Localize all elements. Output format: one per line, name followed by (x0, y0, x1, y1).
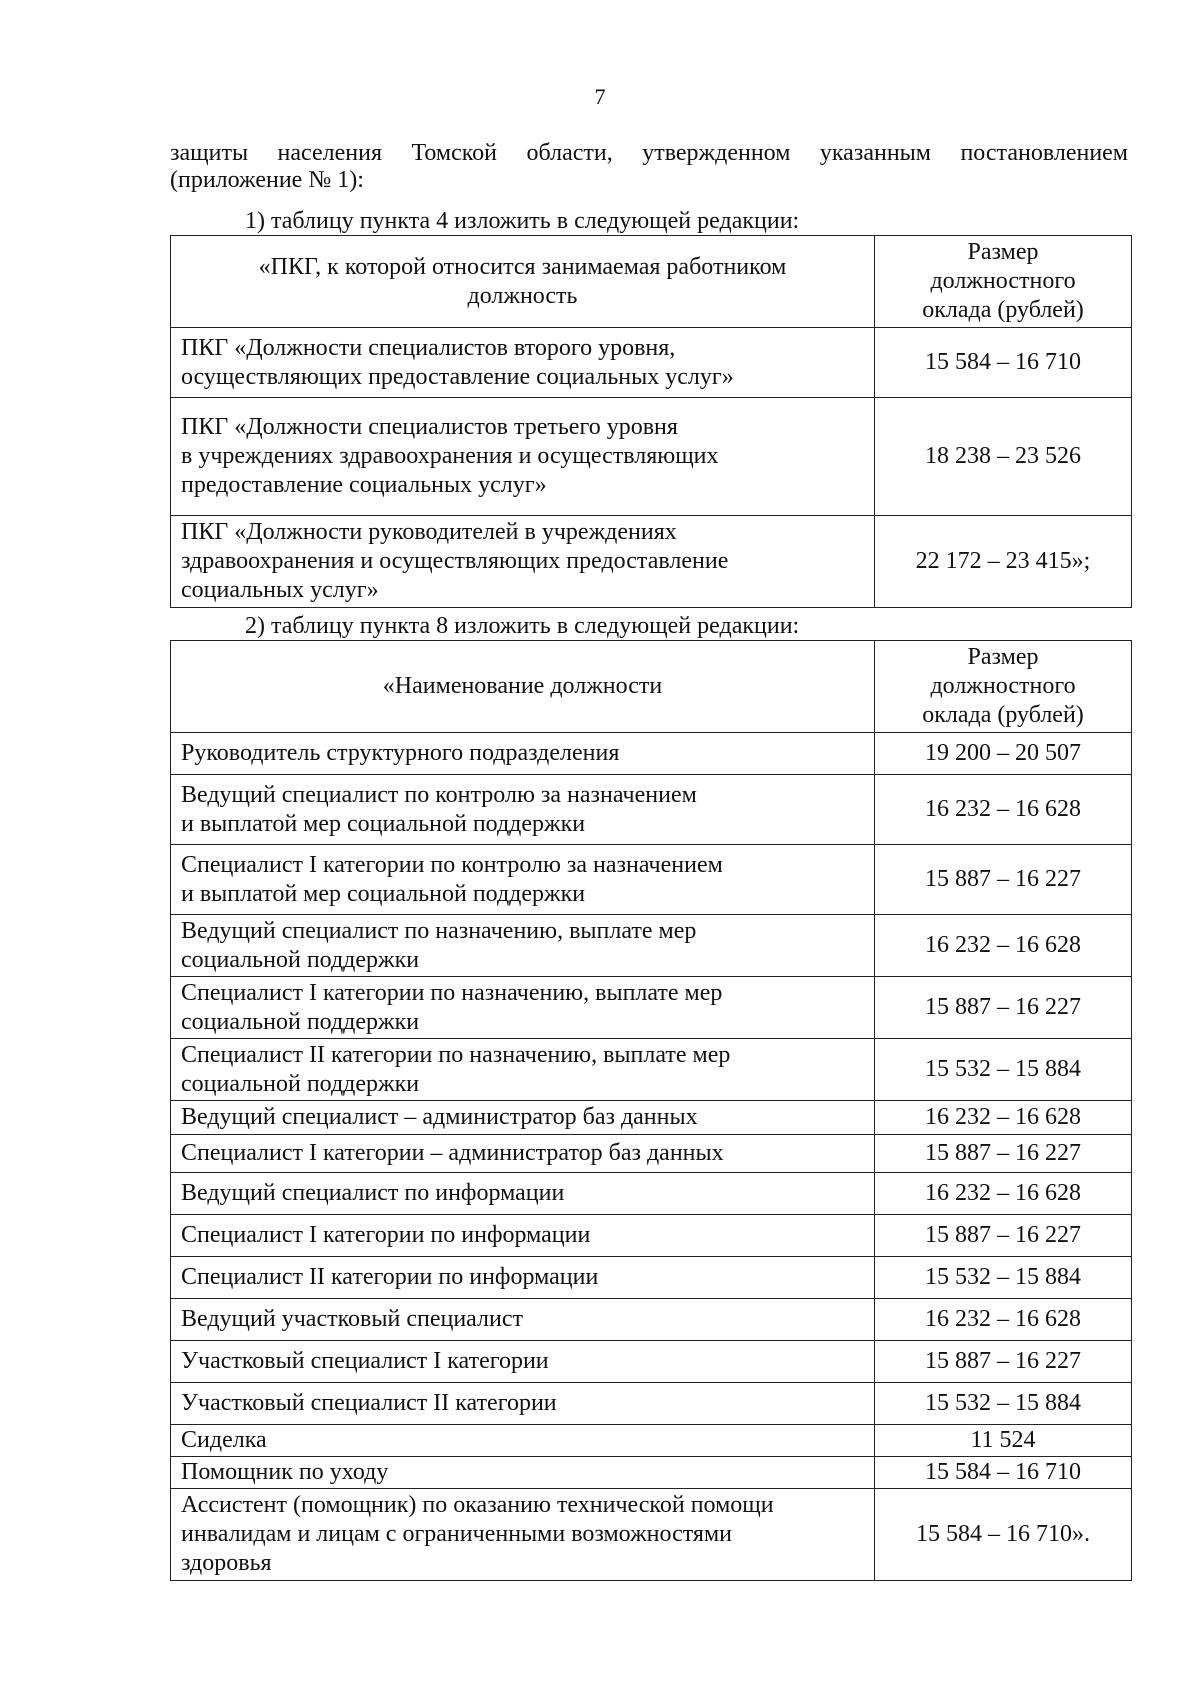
position-name-cell (171, 398, 875, 516)
salary-value-cell: 15 584 – 16 710 (875, 328, 1132, 398)
cell-line: Руководитель структурного подразделения (181, 740, 620, 766)
salary-value-cell: 15 887 – 16 227 (875, 1341, 1132, 1383)
intro-line-2: (приложение № 1): (170, 167, 364, 193)
cell-line: оклада (рублей) (922, 702, 1084, 728)
table-row (171, 1457, 1132, 1489)
cell-line: социальной поддержки (181, 1008, 420, 1035)
position-name-cell (171, 516, 875, 608)
cell-line: ПКГ «Должности специалистов третьего уровня (181, 414, 678, 440)
table-2-position-salaries (170, 640, 1132, 1581)
table-row (171, 1299, 1132, 1341)
cell-line: социальных услуг» (181, 577, 379, 603)
table-row (171, 845, 1132, 915)
position-name-cell (171, 1341, 875, 1383)
salary-value-cell: 15 887 – 16 227 (875, 977, 1132, 1039)
salary-value-cell: 16 232 – 16 628 (875, 1299, 1132, 1341)
position-name-cell (171, 1135, 875, 1173)
table-1-pkg-salaries (170, 235, 1132, 608)
table-row (171, 328, 1132, 398)
cell-line: Специалист II категории по назначению, выплате мер (181, 1041, 731, 1068)
table-row (171, 1257, 1132, 1299)
cell-line: Сиделка (181, 1427, 267, 1453)
intro-line-1: защиты населения Томской области, утвержденном указанным постановлением (170, 140, 1128, 166)
cell-line: Ведущий специалист – администратор баз данных (181, 1104, 698, 1130)
intro-paragraph (170, 140, 1128, 194)
cell-line: ПКГ «Должности руководителей в учреждениях (181, 519, 677, 545)
position-name-cell (171, 1457, 875, 1489)
item-1-label: 1) таблицу пункта 4 изложить в следующей редакции: (245, 208, 800, 234)
cell-line: должностного (930, 268, 1076, 294)
cell-line: здравоохранения и осуществляющих предоставление (181, 548, 729, 574)
table-row (171, 516, 1132, 608)
salary-value-cell: 16 232 – 16 628 (875, 775, 1132, 845)
cell-line: социальной поддержки (181, 946, 420, 973)
position-name-cell (171, 1215, 875, 1257)
header-cell-salary (875, 236, 1132, 328)
salary-value-cell: 11 524 (875, 1425, 1132, 1457)
cell-line: Ассистент (помощник) по оказанию технической помощи (181, 1492, 774, 1518)
cell-line: оклада (рублей) (922, 297, 1084, 323)
position-name-cell (171, 328, 875, 398)
cell-line: Специалист I категории по назначению, выплате мер (181, 979, 723, 1006)
cell-line: Ведущий участковый специалист (181, 1306, 523, 1332)
cell-line: и выплатой мер социальной поддержки (181, 880, 586, 907)
table-row (171, 1341, 1132, 1383)
table-row (171, 1425, 1132, 1457)
cell-line: и выплатой мер социальной поддержки (181, 810, 586, 837)
salary-value-cell: 15 584 – 16 710 (875, 1457, 1132, 1489)
cell-line: Специалист II категории по информации (181, 1264, 599, 1290)
position-name-cell (171, 1425, 875, 1457)
position-name-cell (171, 1489, 875, 1581)
header-name-text: «ПКГ, к которой относится занимаемая работником должность (258, 253, 787, 309)
header-cell-name (171, 236, 875, 328)
table-row (171, 398, 1132, 516)
table-row (171, 1135, 1132, 1173)
position-name-cell (171, 915, 875, 977)
table-row (171, 733, 1132, 775)
position-name-cell (171, 1257, 875, 1299)
position-name-cell (171, 845, 875, 915)
position-name-cell (171, 1101, 875, 1135)
table-row (171, 1173, 1132, 1215)
salary-value-cell: 16 232 – 16 628 (875, 1101, 1132, 1135)
position-name-cell (171, 1039, 875, 1101)
table-row (171, 1101, 1132, 1135)
cell-line: Размер (967, 239, 1039, 265)
page-number: 7 (594, 84, 606, 109)
cell-line: Специалист I категории – администратор баз данных (181, 1140, 724, 1166)
table-row (171, 1215, 1132, 1257)
cell-line: Участковый специалист I категории (181, 1348, 549, 1374)
table-row (171, 1489, 1132, 1581)
salary-value-cell: 18 238 – 23 526 (875, 398, 1132, 516)
header-cell-salary (875, 641, 1132, 733)
cell-line: Специалист I категории по контролю за назначением (181, 851, 723, 878)
salary-value-cell: 16 232 – 16 628 (875, 1173, 1132, 1215)
cell-line: ПКГ «Должности специалистов второго уровня, (181, 334, 676, 361)
position-name-cell (171, 1383, 875, 1425)
cell-line: в учреждениях здравоохранения и осуществляющих (181, 443, 719, 469)
cell-line: здоровья (181, 1550, 272, 1576)
cell-line: Помощник по уходу (181, 1459, 389, 1485)
table-header-row (171, 641, 1132, 733)
salary-value-cell: 16 232 – 16 628 (875, 915, 1132, 977)
salary-value-cell: 15 887 – 16 227 (875, 1135, 1132, 1173)
cell-line: Ведущий специалист по назначению, выплате мер (181, 917, 697, 944)
position-name-cell (171, 1299, 875, 1341)
cell-line: Специалист I категории по информации (181, 1222, 591, 1248)
cell-line: социальной поддержки (181, 1070, 420, 1097)
cell-line: инвалидам и лицам с ограниченными возможностями (181, 1521, 733, 1547)
position-name-cell (171, 977, 875, 1039)
cell-line: Ведущий специалист по информации (181, 1180, 565, 1206)
table-row (171, 775, 1132, 845)
cell-line: Размер (967, 644, 1039, 670)
item-2-label: 2) таблицу пункта 8 изложить в следующей редакции: (245, 613, 800, 639)
table-row (171, 977, 1132, 1039)
salary-value-cell: 15 532 – 15 884 (875, 1257, 1132, 1299)
header-cell-name (171, 641, 875, 733)
salary-value-cell: 15 584 – 16 710». (875, 1489, 1132, 1581)
salary-value-cell: 22 172 – 23 415»; (875, 516, 1132, 608)
position-name-cell (171, 775, 875, 845)
table-row (171, 1039, 1132, 1101)
position-name-cell (171, 1173, 875, 1215)
cell-line: предоставление социальных услуг» (181, 472, 547, 498)
table-row (171, 1383, 1132, 1425)
cell-line: должностного (930, 673, 1076, 699)
position-name-cell (171, 733, 875, 775)
cell-line: Ведущий специалист по контролю за назначением (181, 781, 697, 808)
cell-line: осуществляющих предоставление социальных услуг» (181, 363, 734, 390)
salary-value-cell: 15 532 – 15 884 (875, 1383, 1132, 1425)
salary-value-cell: 15 887 – 16 227 (875, 1215, 1132, 1257)
salary-value-cell: 15 887 – 16 227 (875, 845, 1132, 915)
salary-value-cell: 15 532 – 15 884 (875, 1039, 1132, 1101)
salary-value-cell: 19 200 – 20 507 (875, 733, 1132, 775)
table-header-row (171, 236, 1132, 328)
table-row (171, 915, 1132, 977)
cell-line: Участковый специалист II категории (181, 1390, 557, 1416)
header-name-text: «Наименование должности (382, 673, 663, 699)
